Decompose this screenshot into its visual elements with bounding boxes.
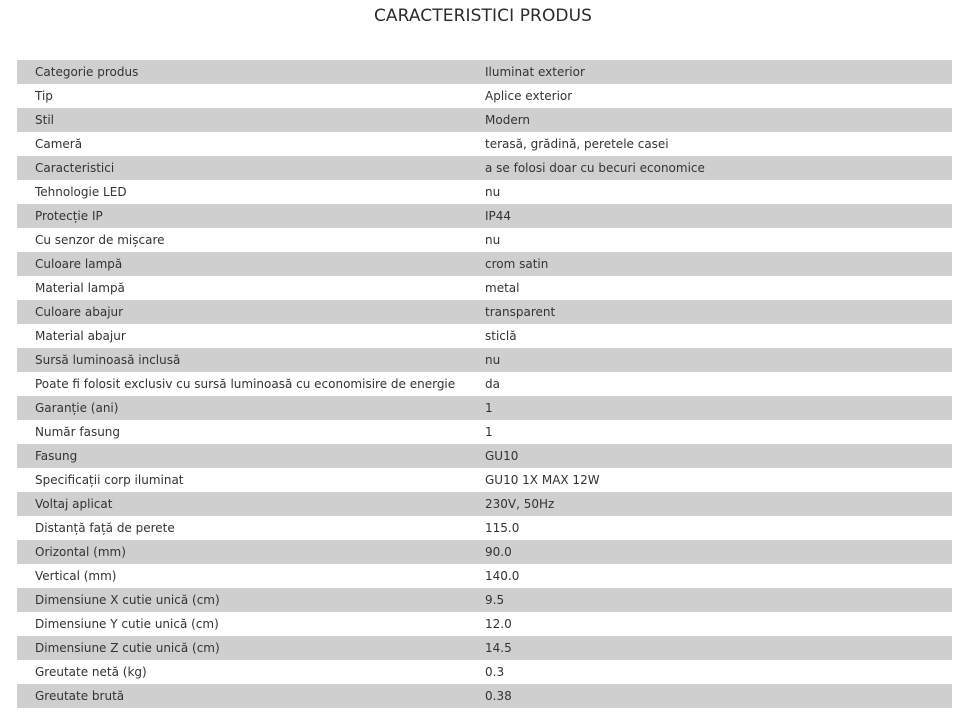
spec-label: Dimensiune X cutie unică (cm) — [35, 593, 220, 607]
spec-value: 14.5 — [485, 641, 512, 655]
table-row — [17, 684, 952, 708]
table-row — [17, 180, 952, 204]
table-row — [17, 444, 952, 468]
spec-value: 0.3 — [485, 665, 505, 679]
spec-value: 1 — [485, 425, 493, 439]
spec-value: metal — [485, 281, 520, 295]
table-row — [17, 300, 952, 324]
spec-value: sticlă — [485, 329, 517, 343]
table-row — [17, 252, 952, 276]
table-row — [17, 132, 952, 156]
spec-value: a se folosi doar cu becuri economice — [485, 161, 705, 175]
table-row — [17, 492, 952, 516]
table-row — [17, 60, 952, 84]
table-row — [17, 372, 952, 396]
table-row — [17, 564, 952, 588]
table-row — [17, 84, 952, 108]
spec-value: nu — [485, 353, 501, 367]
spec-value: Iluminat exterior — [485, 65, 585, 79]
spec-value: nu — [485, 185, 501, 199]
spec-label: Sursă luminoasă inclusă — [35, 353, 181, 367]
spec-label: Tip — [35, 89, 53, 103]
table-row — [17, 156, 952, 180]
spec-value: crom satin — [485, 257, 549, 271]
table-row — [17, 660, 952, 684]
specs-table — [17, 60, 952, 708]
spec-label: Greutate brută — [35, 689, 125, 703]
spec-label: Culoare abajur — [35, 305, 124, 319]
spec-label: Specificații corp iluminat — [35, 473, 184, 487]
spec-value: 115.0 — [485, 521, 520, 535]
spec-label: Orizontal (mm) — [35, 545, 126, 559]
specs-table-body — [17, 60, 952, 708]
spec-label: Stil — [35, 113, 54, 127]
spec-value: 1 — [485, 401, 493, 415]
table-row — [17, 468, 952, 492]
spec-label: Tehnologie LED — [35, 185, 127, 199]
spec-value: 90.0 — [485, 545, 512, 559]
page-title: CARACTERISTICI PRODUS — [373, 6, 593, 26]
table-row — [17, 348, 952, 372]
spec-value: 12.0 — [485, 617, 512, 631]
spec-label: Culoare lampă — [35, 257, 123, 271]
table-row — [17, 204, 952, 228]
spec-value: 230V, 50Hz — [485, 497, 555, 511]
table-row — [17, 276, 952, 300]
spec-value: Modern — [485, 113, 531, 127]
spec-label: Material abajur — [35, 329, 126, 343]
spec-label: Cameră — [35, 137, 83, 151]
spec-value: transparent — [485, 305, 556, 319]
table-row — [17, 516, 952, 540]
table-row — [17, 540, 952, 564]
spec-label: Caracteristici — [35, 161, 115, 175]
spec-value: GU10 — [485, 449, 519, 463]
spec-label: Număr fasung — [35, 425, 121, 439]
spec-label: Voltaj aplicat — [35, 497, 113, 511]
table-row — [17, 612, 952, 636]
spec-label: Fasung — [35, 449, 78, 463]
table-row — [17, 588, 952, 612]
spec-label: Dimensiune Z cutie unică (cm) — [35, 641, 220, 655]
spec-value: IP44 — [485, 209, 512, 223]
table-row — [17, 324, 952, 348]
spec-value: 0.38 — [485, 689, 512, 703]
spec-value: 140.0 — [485, 569, 520, 583]
table-row — [17, 420, 952, 444]
table-row — [17, 108, 952, 132]
spec-value: GU10 1X MAX 12W — [485, 473, 600, 487]
spec-value: 9.5 — [485, 593, 505, 607]
spec-label: Poate fi folosit exclusiv cu sursă luminoasă cu economisire de energie — [35, 377, 456, 391]
spec-value: terasă, grădină, peretele casei — [485, 137, 669, 151]
spec-label: Vertical (mm) — [35, 569, 117, 583]
spec-label: Cu senzor de mișcare — [35, 233, 165, 247]
table-row — [17, 636, 952, 660]
spec-label: Greutate netă (kg) — [35, 665, 147, 679]
spec-label: Distanță față de perete — [35, 521, 175, 535]
spec-value: da — [485, 377, 500, 391]
spec-label: Material lampă — [35, 281, 125, 295]
spec-label: Protecție IP — [35, 209, 103, 223]
spec-label: Garanție (ani) — [35, 401, 119, 415]
table-row — [17, 396, 952, 420]
spec-label: Dimensiune Y cutie unică (cm) — [35, 617, 219, 631]
spec-value: Aplice exterior — [485, 89, 573, 103]
spec-label: Categorie produs — [35, 65, 139, 79]
spec-value: nu — [485, 233, 501, 247]
table-row — [17, 228, 952, 252]
